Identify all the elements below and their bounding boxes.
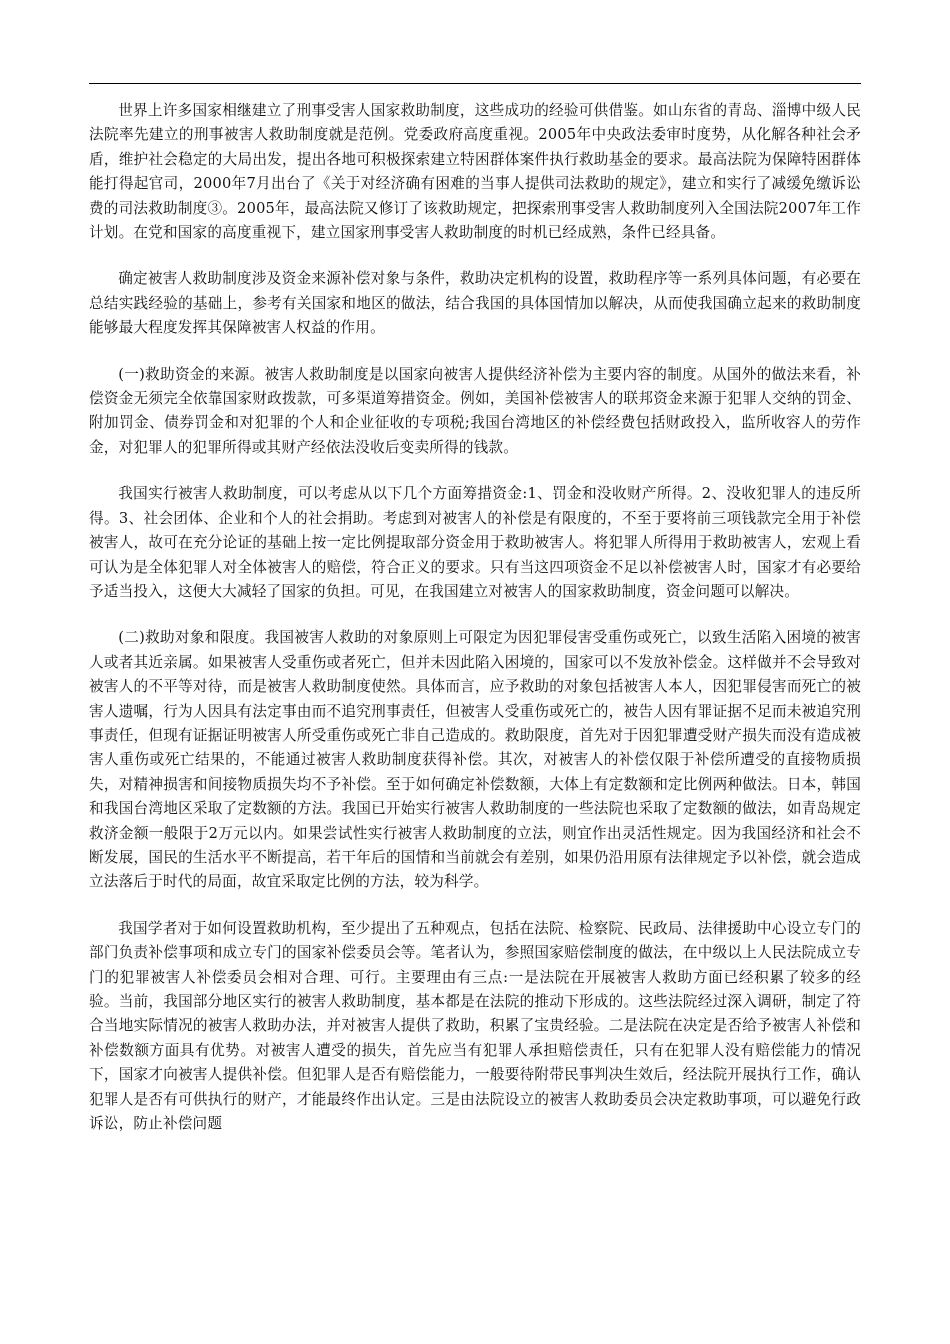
- document-body: [89, 99, 861, 1158]
- paragraph-5: (二)救助对象和限度。我国被害人救助的对象原则上可限定为因犯罪侵害受重伤或死亡，以致生活陷入困境的被害人或者其近亲属。如果被害人受重伤或者死亡，但并未因此陷入困境的，国家可以不发放补偿金。这样做并不会导致对被害人的不平等对待，而是被害人救助制度使然。具体而言，应予救助的对象包括被害人本人，因犯罪侵害而死亡的被害人遗嘱，行为人因具有法定事由而不追究刑事责任，但被害人受重伤或死亡的，被告人因有罪证据不足而未被追究刑事责任，但现有证据证明被害人所受重伤或死亡非自己造成的。救助限度，首先对于因犯罪遭受财产损失而没有造成被害人重伤或死亡结果的，不能通过被害人救助制度获得补偿。其次，对被害人的补偿仅限于补偿所遭受的直接物质损失，对精神损害和间接物质损失均不予补偿。至于如何确定补偿数额，大体上有定数额和定比例两种做法。日本，韩国和我国台湾地区采取了定数额的方法。我国已开始实行被害人救助制度的一些法院也采取了定数额的做法，如青岛规定救济金额一般限于2万元以内。如果尝试性实行被害人救助制度的立法，则宜作出灵活性规定。因为我国经济和社会不断发展，国民的生活水平不断提高，若干年后的国情和当前就会有差别，如果仍沿用原有法律规定予以补偿，就会造成立法落后于时代的局面，故宜采取定比例的方法，较为科学。: [89, 629, 861, 891]
- paragraph-2: 确定被害人救助制度涉及资金来源补偿对象与条件，救助决定机构的设置，救助程序等一系列具体问题，有必要在总结实践经验的基础上，参考有关国家和地区的做法，结合我国的具体国情加以解决，从而使我国确立起来的救助制度能够最大程度发挥其保障被害人权益的作用。: [89, 270, 861, 337]
- paragraph-3: (一)救助资金的来源。被害人救助制度是以国家向被害人提供经济补偿为主要内容的制度。从国外的做法来看，补偿资金无须完全依靠国家财政拨款，可多渠道筹措资金。例如，美国补偿被害人的联邦资金来源于犯罪人交纳的罚金、附加罚金、债券罚金和对犯罪的个人和企业征收的专项税;我国台湾地区的补偿经费包括财政投入，监所收容人的劳作金，对犯罪人的犯罪所得或其财产经依法没收后变卖所得的钱款。: [89, 365, 861, 456]
- paragraph-4: 我国实行被害人救助制度，可以考虑从以下几个方面筹措资金:1、罚金和没收财产所得。2、没收犯罪人的违反所得。3、社会团体、企业和个人的社会捐助。考虑到对被害人的补偿是有限度的，不至于要将前三项钱款完全用于补偿被害人，故可在充分论证的基础上按一定比例提取部分资金用于救助被害人。将犯罪人所得用于救助被害人，宏观上看可认为是全体犯罪人对全体被害人的赔偿，符合正义的要求。只有当这四项资金不足以补偿被害人时，国家才有必要给予适当投入，这便大大减轻了国家的负担。可见，在我国建立对被害人的国家救助制度，资金问题可以解决。: [89, 485, 861, 600]
- header-rule: [89, 83, 861, 84]
- paragraph-1: 世界上许多国家相继建立了刑事受害人国家救助制度，这些成功的经验可供借鉴。如山东省的青岛、淄博中级人民法院率先建立的刑事被害人救助制度就是范例。党委政府高度重视。2005年中央政法委审时度势，从化解各种社会矛盾，维护社会稳定的大局出发，提出各地可积极探索建立特困群体案件执行救助基金的要求。最高法院为保障特困群体能打得起官司，2000年7月出台了《关于对经济确有困难的当事人提供司法救助的规定》，建立和实行了减缓免缴诉讼费的司法救助制度③。2005年，最高法院又修订了该救助规定，把探索刑事受害人救助制度列入全国法院2007年工作计划。在党和国家的高度重视下，建立国家刑事受害人救助制度的时机已经成熟，条件已经具备。: [89, 102, 861, 242]
- paragraph-6: 我国学者对于如何设置救助机构，至少提出了五种观点，包括在法院、检察院、民政局、法律援助中心设立专门的部门负责补偿事项和成立专门的国家补偿委员会等。笔者认为，参照国家赔偿制度的做法，在中级以上人民法院成立专门的犯罪被害人补偿委员会相对合理、可行。主要理由有三点:一是法院在开展被害人救助方面已经积累了较多的经验。当前，我国部分地区实行的被害人救助制度，基本都是在法院的推动下形成的。这些法院经过深入调研，制定了符合当地实际情况的被害人救助办法，并对被害人提供了救助，积累了宝贵经验。二是法院在决定是否给予被害人补偿和补偿数额方面具有优势。对被害人遭受的损失，首先应当有犯罪人承担赔偿责任，只有在犯罪人没有赔偿能力的情况下，国家才向被害人提供补偿。但犯罪人是否有赔偿能力，一般要待附带民事判决生效后，经法院开展执行工作，确认犯罪人是否有可供执行的财产，才能最终作出认定。三是由法院设立的被害人救助委员会决定救助事项，可以避免行政诉讼，防止补偿问题: [89, 919, 861, 1133]
